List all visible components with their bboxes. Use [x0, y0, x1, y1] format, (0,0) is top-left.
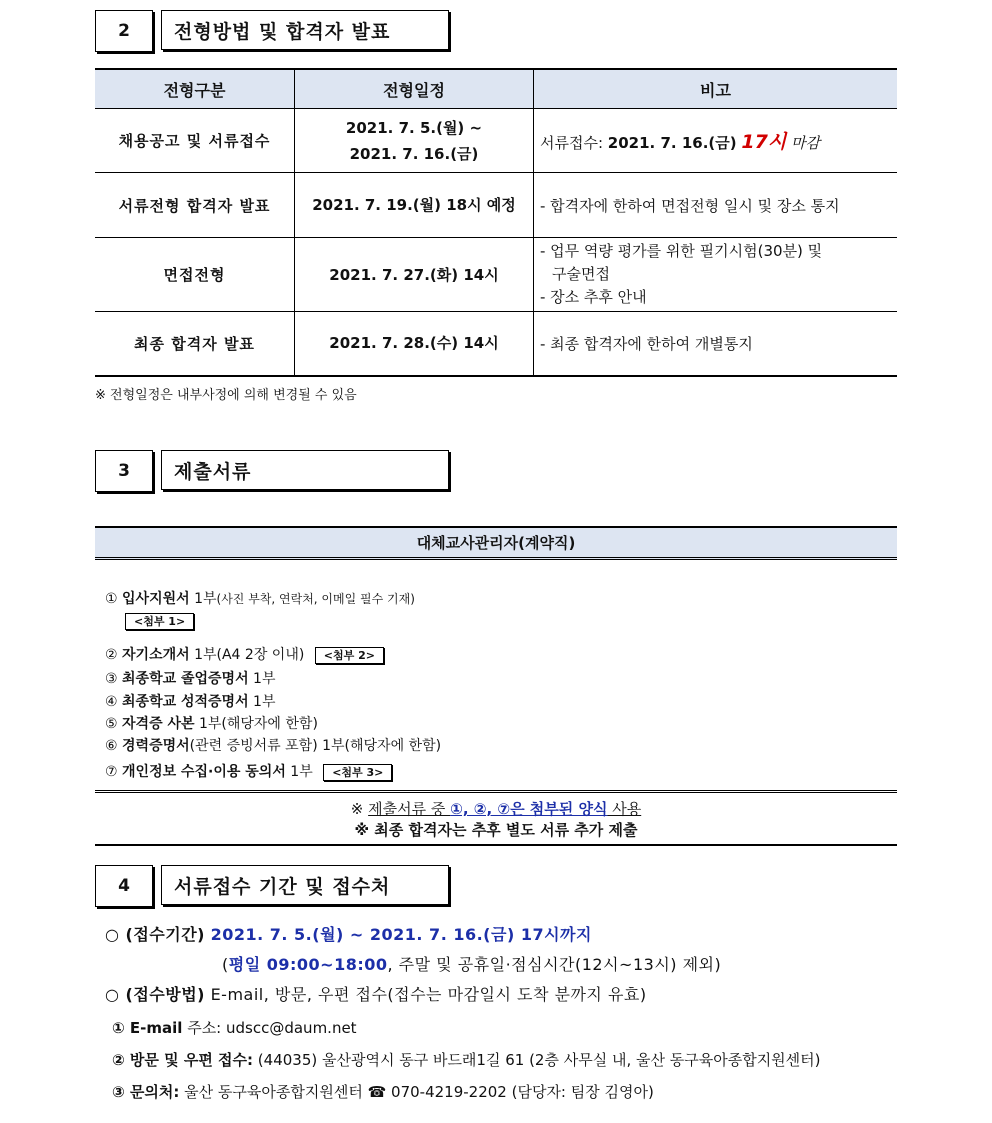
- note-cell: - 최종 합격자에 한하여 개별통지: [534, 312, 898, 376]
- item-detail: 1부: [189, 591, 217, 607]
- item-detail: (관련 증빙서류 포함) 1부(해당자에 한함): [189, 738, 442, 754]
- application-period: [105, 922, 592, 945]
- note-mark: ※: [350, 800, 369, 818]
- list-item: [105, 668, 276, 688]
- email-address[interactable]: 주소: udscc@daum.net: [182, 1019, 357, 1037]
- position-bar: 대체교사관리자(계약직): [95, 526, 897, 560]
- section-3-title: 제출서류: [161, 450, 449, 490]
- email-label: ① E-mail: [112, 1019, 183, 1037]
- attachment-tag: <첨부 1>: [125, 613, 194, 630]
- item-detail: 1부(A4 2장 이내): [189, 647, 305, 663]
- note-suffix: 마감: [790, 134, 820, 152]
- table-row: [95, 238, 897, 312]
- note-text: 사용: [607, 800, 642, 818]
- note-highlight: ①, ②, ⑦은 첨부된 양식: [450, 800, 608, 818]
- date-line: 2021. 7. 5.(월) ~: [345, 118, 483, 137]
- attachment-tag: <첨부 3>: [323, 764, 392, 781]
- contact-inquiry: [112, 1081, 654, 1102]
- note-prefix: 서류접수:: [540, 134, 608, 152]
- stage-cell: 채용공고 및 서류접수: [95, 109, 295, 173]
- header-stage: 전형구분: [95, 69, 295, 109]
- item-number: ①: [105, 591, 118, 607]
- paren: (: [222, 955, 229, 974]
- method-value: E-mail, 방문, 우편 접수(접수는 마감일시 도착 분까지 유효): [204, 985, 647, 1004]
- divider: [95, 790, 897, 793]
- schedule-footnote: ※ 전형일정은 내부사정에 의해 변경될 수 있음: [95, 388, 357, 403]
- item-number: ⑥: [105, 738, 118, 754]
- visit-label: ② 방문 및 우편 접수:: [112, 1051, 254, 1069]
- note-date: 2021. 7. 16.(금): [607, 134, 737, 152]
- application-method: [105, 982, 647, 1005]
- item-number: ⑦: [105, 764, 118, 780]
- period-value: 2021. 7. 5.(월) ~ 2021. 7. 16.(금) 17시까지: [210, 925, 592, 944]
- section-2-number: 2: [95, 10, 153, 52]
- table-row: [95, 173, 897, 238]
- deadline-time: 17시: [741, 131, 787, 153]
- period-exclusions: , 주말 및 공휴일·점심시간(12시~13시) 제외): [387, 955, 722, 974]
- divider: [95, 844, 897, 846]
- list-item: [105, 588, 415, 608]
- date-cell: 2021. 7. 27.(화) 14시: [295, 238, 534, 312]
- list-item: [105, 691, 276, 711]
- table-header-row: [95, 69, 897, 109]
- item-detail: 1부: [248, 671, 276, 687]
- table-row: [95, 312, 897, 376]
- date-cell: 2021. 7. 28.(수) 14시: [295, 312, 534, 376]
- stage-cell: 면접전형: [95, 238, 295, 312]
- item-number: ⑤: [105, 716, 118, 732]
- item-number: ②: [105, 647, 118, 663]
- section-2-title: 전형방법 및 합격자 발표: [161, 10, 449, 50]
- method-label: ○ (접수방법): [105, 985, 205, 1004]
- stage-cell: 최종 합격자 발표: [95, 312, 295, 376]
- date-cell: 2021. 7. 19.(월) 18시 예정: [295, 173, 534, 238]
- note-cell: [534, 109, 898, 173]
- section-4-title: 서류접수 기간 및 접수처: [161, 865, 449, 905]
- contact-visit: [112, 1049, 821, 1070]
- submission-note-1: [95, 798, 897, 819]
- item-number: ④: [105, 694, 118, 710]
- item-detail: 1부(해당자에 한함): [194, 716, 318, 732]
- header-date: 전형일정: [295, 69, 534, 109]
- date-cell: [295, 109, 534, 173]
- header-note: 비고: [534, 69, 898, 109]
- application-period-sub: [222, 952, 721, 975]
- list-item: [105, 644, 384, 664]
- item-name: 경력증명서: [122, 738, 190, 754]
- list-item: [105, 761, 392, 781]
- stage-cell: 서류전형 합격자 발표: [95, 173, 295, 238]
- item-detail: 1부: [285, 764, 313, 780]
- note-text: 제출서류 중: [368, 800, 451, 818]
- section-4-number: 4: [95, 865, 153, 907]
- note-line: 구술면접: [552, 265, 610, 283]
- item-name: 최종학교 졸업증명서: [122, 671, 249, 687]
- table-row: [95, 109, 897, 173]
- period-label: ○ (접수기간): [105, 925, 205, 944]
- inquiry-label: ③ 문의처:: [112, 1083, 180, 1101]
- item-name: 개인정보 수집·이용 동의서: [122, 764, 286, 780]
- section-3-number: 3: [95, 450, 153, 492]
- list-item: [105, 713, 318, 733]
- note-cell: - 합격자에 한하여 면접전형 일시 및 장소 통지: [534, 173, 898, 238]
- item-name: 자격증 사본: [122, 716, 195, 732]
- note-line: - 업무 역량 평가를 위한 필기시험(30분) 및: [540, 242, 823, 260]
- item-number: ③: [105, 671, 118, 687]
- date-line: 2021. 7. 16.(금): [349, 144, 479, 163]
- item-small-detail: (사진 부착, 연락처, 이메일 필수 기재): [216, 592, 415, 606]
- submission-note-2: ※ 최종 합격자는 추후 별도 서류 추가 제출: [354, 821, 638, 839]
- note-line: - 장소 추후 안내: [540, 288, 647, 306]
- item-name: 최종학교 성적증명서: [122, 694, 249, 710]
- list-item-attachment: [119, 613, 194, 630]
- item-detail: 1부: [248, 694, 276, 710]
- inquiry-info: 울산 동구육아종합지원센터 ☎ 070-4219-2202 (담당자: 팀장 김영아): [179, 1083, 654, 1101]
- item-name: 입사지원서: [122, 591, 190, 607]
- schedule-table: [95, 68, 897, 377]
- contact-email: [112, 1017, 357, 1038]
- attachment-tag: <첨부 2>: [315, 647, 384, 664]
- list-item: [105, 735, 441, 755]
- visit-address: (44035) 울산광역시 동구 바드래1길 61 (2층 사무실 내, 울산 동구육아종합지원센터): [253, 1051, 821, 1069]
- item-name: 자기소개서: [122, 647, 190, 663]
- weekday-hours: 평일 09:00~18:00: [228, 955, 388, 974]
- note-cell: [534, 238, 898, 312]
